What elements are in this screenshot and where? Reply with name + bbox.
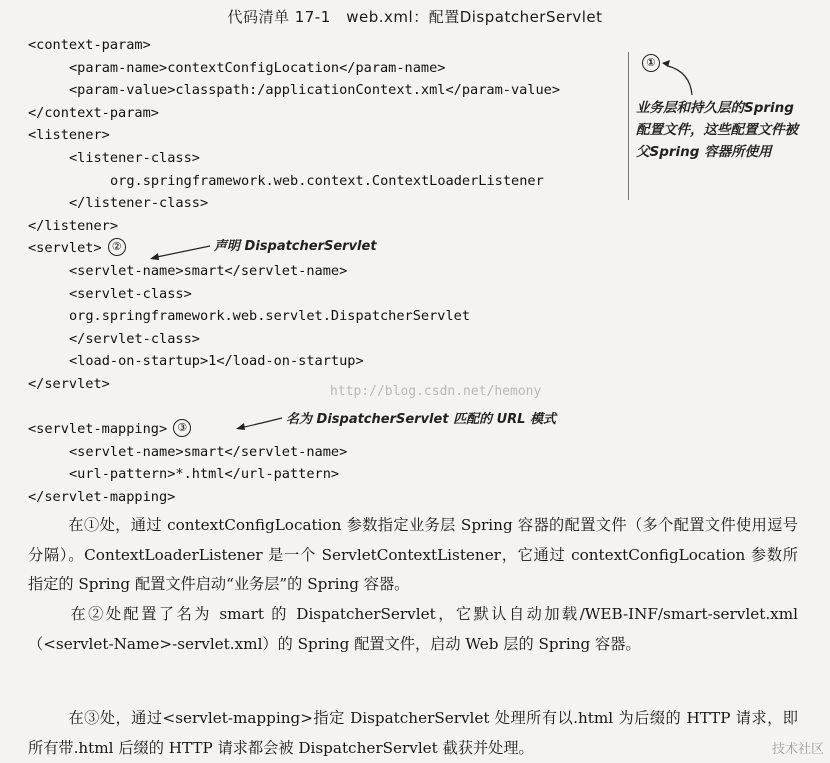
code-line: <context-param>	[28, 37, 151, 53]
code-line: <listener>	[28, 127, 110, 144]
paragraph-3: 在③处，通过<servlet-mapping>指定 DispatcherServlet 处理所有以.html 为后缀的 HTTP 请求，即所有带.html 后缀的 HTTP 请求都会被 DispatcherServlet 截获并处理。	[28, 709, 798, 757]
code-line: </listener-class>	[69, 195, 209, 212]
marker-1: ①	[642, 54, 660, 72]
code-line: org.springframework.web.servlet.DispatcherServlet	[69, 308, 471, 325]
paragraph-1: 在①处，通过 contextConfigLocation 参数指定业务层 Spring 容器的配置文件（多个配置文件使用逗号分隔）。ContextLoaderListener 是一个 ServletContextListener，它通过 contextConfigLocation 参数所指定的 Spring 配置文件启动“业务层”的 Spring 容器。	[28, 516, 798, 593]
code-line: <servlet-class>	[69, 285, 192, 302]
code-line: </context-param>	[28, 104, 159, 121]
watermark: http://blog.csdn.net/hemony	[330, 384, 542, 399]
annotation-3: 名为 DispatcherServlet 匹配的 URL 模式	[286, 412, 556, 427]
code-line: </listener>	[28, 217, 119, 234]
corner-watermark: 技术社区	[771, 742, 824, 757]
code-line: <servlet> ②	[28, 237, 628, 260]
code-line: <servlet-name>smart</servlet-name>	[69, 443, 348, 460]
annotation-1: 业务层和持久层的Spring 配置文件，这些配置文件被父Spring 容器所使用	[636, 100, 798, 160]
code-line: <param-name>contextConfigLocation</param-name>	[69, 59, 446, 76]
code-line: org.springframework.web.context.ContextLoaderListener	[110, 172, 544, 189]
listing-title: 代码清单 17-1 web.xml：配置DispatcherServlet	[227, 8, 603, 26]
code-line: <servlet-name>smart</servlet-name>	[69, 262, 348, 279]
code-line: </servlet-mapping>	[28, 488, 176, 505]
code-line: <load-on-startup>1</load-on-startup>	[69, 353, 364, 370]
code-line: <servlet-mapping> ③	[28, 418, 628, 441]
code-line: <param-value>classpath:/applicationContext.xml</param-value>	[69, 82, 561, 99]
marker-3: ③	[173, 419, 191, 437]
code-line: <url-pattern>*.html</url-pattern>	[69, 466, 340, 483]
annotation-2: 声明 DispatcherServlet	[214, 239, 377, 254]
code-line: </servlet>	[28, 375, 110, 392]
code-line: </servlet-class>	[69, 330, 200, 347]
marker-2: ②	[108, 238, 126, 256]
code-line: <listener-class>	[69, 149, 200, 166]
paragraph-2: 在②处配置了名为 smart 的 DispatcherServlet，它默认自动加载/WEB-INF/smart-servlet.xml（<servlet-Name>-servlet.xml）的 Spring 配置文件，启动 Web 层的 Spring 容器。	[28, 605, 798, 653]
